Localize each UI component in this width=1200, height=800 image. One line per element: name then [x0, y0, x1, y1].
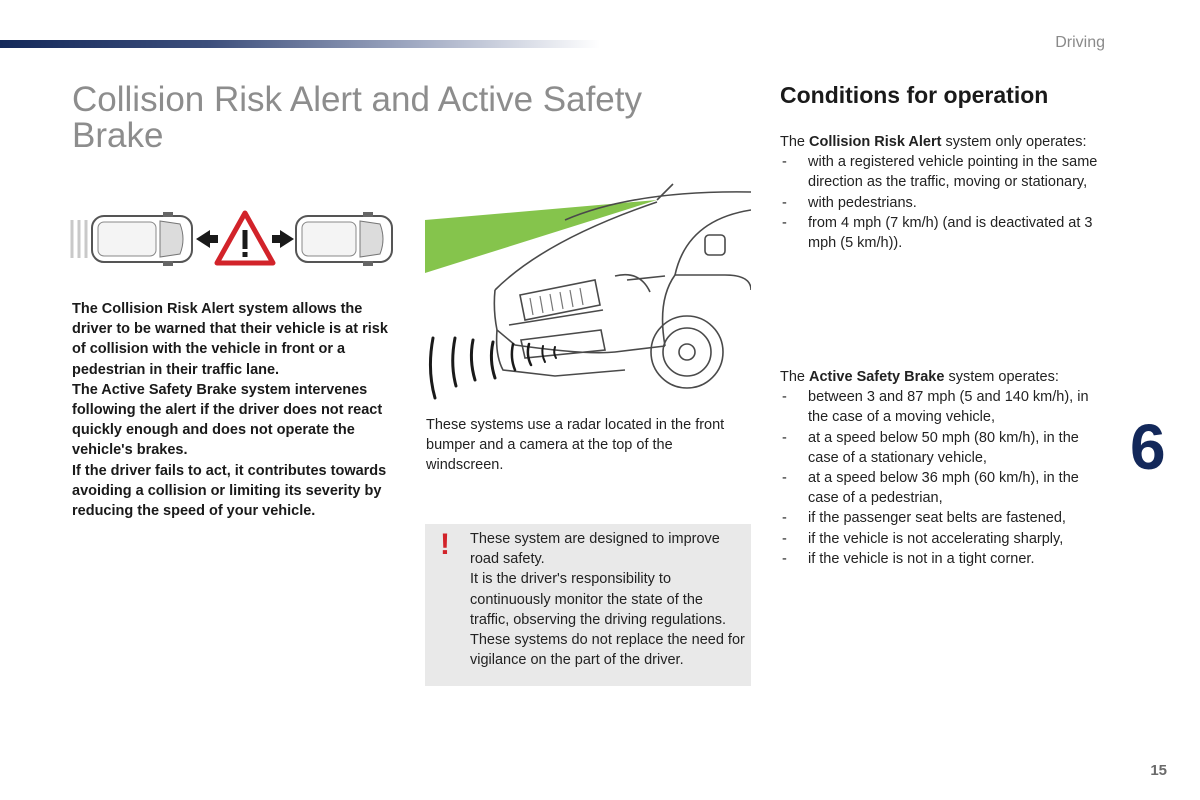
- intro-paragraph: If the driver fails to act, it contributes towards avoiding a collision or limiting its severity by reducing the speed of your vehicle.: [72, 462, 387, 520]
- asb-list: [780, 387, 1110, 569]
- list-item: [780, 152, 1110, 192]
- dash-bullet: -: [782, 530, 787, 547]
- list-item-text: at a speed below 50 mph (80 km/h), in the case of a stationary vehicle,: [808, 429, 1079, 466]
- section-label: Driving: [1055, 34, 1105, 51]
- list-item-text: with pedestrians.: [808, 194, 917, 211]
- collision-risk-alert-conditions: [780, 132, 1110, 253]
- van-radar-illustration: [425, 180, 751, 405]
- list-item-text: at a speed below 36 mph (60 km/h), in the case of a pedestrian,: [808, 470, 1079, 507]
- chapter-number: 6: [1130, 411, 1166, 483]
- system-name: Collision Risk Alert: [809, 134, 942, 150]
- list-item: [780, 468, 1110, 508]
- warning-line: These systems do not replace the need for vigilance on the part of the driver.: [470, 632, 745, 669]
- lead-text: system only operates:: [941, 134, 1087, 150]
- dash-bullet: -: [782, 550, 787, 567]
- dash-bullet: -: [782, 389, 787, 406]
- list-item: [780, 508, 1110, 528]
- dash-bullet: -: [782, 154, 787, 171]
- dash-bullet: -: [782, 214, 787, 231]
- front-car-icon: [296, 212, 392, 266]
- warning-line: These system are designed to improve road safety.: [470, 531, 720, 568]
- list-item-text: if the passenger seat belts are fastened,: [808, 510, 1066, 527]
- conditions-heading: Conditions for operation: [780, 82, 1049, 108]
- cra-lead: [780, 132, 1110, 152]
- warning-line: It is the driver's responsibility to continuously monitor the state of the traffic, observing the driving regulations.: [470, 571, 727, 628]
- warning-text: [470, 529, 746, 670]
- exclamation-icon: !: [440, 528, 450, 561]
- lead-text: The: [780, 134, 810, 150]
- system-name: Active Safety Brake: [809, 369, 945, 385]
- list-item-text: from 4 mph (7 km/h) (and is deactivated at 3 mph (5 km/h)).: [808, 214, 1093, 252]
- intro-text: [72, 299, 402, 521]
- active-safety-brake-conditions: [780, 367, 1110, 569]
- rear-car-icon: [92, 212, 192, 266]
- camera-beam: [425, 200, 657, 273]
- warning-triangle-icon: [217, 213, 273, 263]
- cra-list: [780, 152, 1110, 253]
- radar-waves-icon: [430, 338, 556, 398]
- dash-bullet: -: [782, 194, 787, 211]
- list-item: [780, 193, 1110, 213]
- intro-paragraph: The Collision Risk Alert system allows the driver to be warned that their vehicle is at risk of collision with the vehicle in front or a pedestrian in their traffic lane.: [72, 301, 388, 378]
- list-item: [780, 549, 1110, 569]
- dash-bullet: -: [782, 470, 787, 487]
- list-item-text: between 3 and 87 mph (5 and 140 km/h), in the case of a moving vehicle,: [808, 389, 1089, 426]
- list-item: [780, 387, 1110, 427]
- radar-description: These systems use a radar located in the front bumper and a camera at the top of the windscreen.: [426, 417, 725, 474]
- intro-paragraph: The Active Safety Brake system intervenes following the alert if the driver does not react quickly enough and does not operate the vehicle's brakes.: [72, 381, 383, 459]
- list-item: [780, 213, 1110, 253]
- list-item: [780, 428, 1110, 468]
- page-title: Collision Risk Alert and Active Safety Brake: [72, 80, 642, 155]
- collision-diagram: [68, 208, 398, 270]
- dash-bullet: -: [782, 429, 787, 446]
- warning-box: [425, 524, 751, 686]
- list-item-text: with a registered vehicle pointing in the same direction as the traffic, moving or stationary,: [808, 154, 1098, 191]
- lead-text: system operates:: [944, 369, 1059, 385]
- lead-text: The: [780, 369, 810, 385]
- list-item: [780, 529, 1110, 549]
- list-item-text: if the vehicle is not accelerating sharply,: [808, 530, 1064, 547]
- page-number: 15: [1150, 762, 1167, 779]
- motion-lines-left: [72, 220, 86, 258]
- asb-lead: [780, 367, 1110, 387]
- list-item-text: if the vehicle is not in a tight corner.: [808, 550, 1035, 567]
- header-bar: [0, 40, 600, 48]
- dash-bullet: -: [782, 510, 787, 527]
